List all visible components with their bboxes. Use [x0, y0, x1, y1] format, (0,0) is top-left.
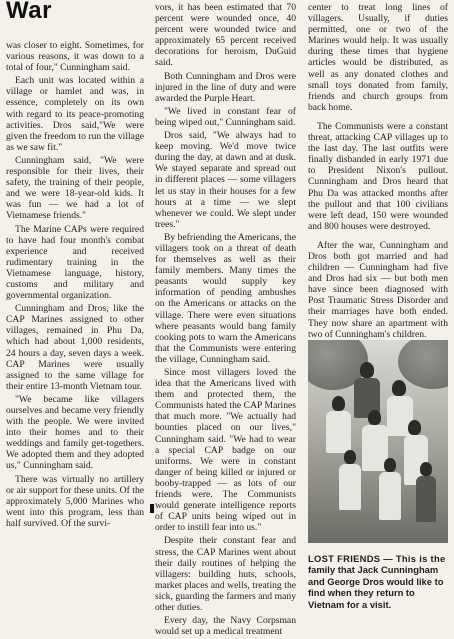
paragraph: Every day, the Navy Corpsman would set up a medical treatment: [155, 615, 296, 638]
paragraph: The Communists were a constant threat, attacking CAP villages up to the last day. The last outfits were finally disbanded in early 1971 due to President Nixon's pullout. Cunningham and Dros heard that Phu Da was attacked months after the pullout and that 100 civilians were left dead, 150 were wounded and 800 houses were destroyed.: [308, 120, 448, 232]
paragraph: There was virtually no artillery or air support for these units. Of the approximately 5,000 Marines who went into this program, less than half survived. Of the survi-: [6, 473, 144, 529]
column-2: [155, 2, 296, 639]
paragraph: By befriending the Americans, the villagers took on a threat of death for themselves as well as their family members. Many times the peasants would supply key information of pending ambushes on the Americans or attacks on the village. There were even situations where peasants would bang family cooking pots to warn the Americans that the Communists were entering the village, Cunningham said.: [155, 231, 296, 365]
paragraph: Since most villagers loved the idea that the Americans lived with them and protected them, the Communists hated the CAP Marines that much more. "We actually had bounties placed on our lives," Cunningham said. "We had to wear a special CAP badge on our uniforms. We were in constant danger of being killed or injured or booby-trapped — as lots of our friends were. The Communists would generate intelligence reports of CAP units being wiped out in order to instill fear into us.": [155, 367, 296, 534]
family-photo: [308, 340, 448, 543]
paragraph: "We lived in constant fear of being wiped out," Cunningham said.: [155, 105, 296, 128]
headline: War: [6, 0, 52, 24]
photo-caption: [308, 553, 450, 610]
paragraph: The Marine CAPs were required to have had four month's combat experience and received rudimentary training in the Vietnamese language, history, customs and military and governmental organization.: [6, 223, 144, 302]
paragraph: vors, it has been estimated that 70 percent were wounded once, 40 percent were wounded twice and approximately 65 percent received decorations for heroism, DuGuid said.: [155, 2, 296, 69]
paragraph: Cunningham said, "We were responsible for their lives, their safety, the training of their people, and we were 18-year-old kids. It was fun — we had a lot of Vietnamese friends.": [6, 154, 144, 222]
paragraph: Cunningham and Dros, like the CAP Marines assigned to other villages, remained in Phu Da, which had about 1,000 residents, 24 hours a day, seven days a week. CAP Marines were usually assigned to the same village for their entire 13-month Vietnam tour.: [6, 303, 144, 392]
paragraph: "We became like villagers ourselves and became very friendly with the people. We were invited into their homes and to their weddings and family get-togethers. We adopted them and they adopted us," Cunningham said.: [6, 393, 144, 472]
column-3: [308, 2, 448, 342]
paragraph: was closer to eight. Sometimes, for various reasons, it was down to a total of four," Cunningham said.: [6, 40, 144, 74]
paragraph: Both Cunningham and Dros were injured in the line of duty and were awarded the Purple Heart.: [155, 70, 296, 104]
paragraph: After the war, Cunningham and Dros both got married and had children — Cunningham had five and Dros had six — but both men have since been diagnosed with Post Traumatic Stress Disorder and their marriages have both ended. They now share an apartment with two of Cunningham's children.: [308, 239, 448, 340]
caption-body: family that Jack Cunningham and George Dros would like to find when they return to Vietnam for a visit.: [308, 564, 444, 610]
paragraph-bullet: [150, 504, 154, 513]
caption-lead: LOST FRIENDS — This is the: [308, 553, 446, 564]
paragraph: Each unit was located within a village or hamlet and was, in essence, completely on its own with regard to its peace-promoting activities. Dros said,"We were given the freedom to run the village as we saw fit.": [6, 75, 144, 153]
paragraph: center to treat long lines of villagers. Usually, if duties permitted, one or two of the Marines would help. It was usually during these times that hygiene articles would be distributed, as well as any donated clothes and small toys donated from family, friends and church groups from back home.: [308, 2, 448, 113]
column-1: [6, 40, 144, 531]
paragraph: Despite their constant fear and stress, the CAP Marines went about their daily routines of helping the villagers: building huts, schools, market places and wells, treating the sick, guarding the farmers and many other duties.: [155, 535, 296, 613]
paragraph: Dros said, "We always had to keep moving. We'd move twice during the day, at dawn and at dusk. We stayed separate and spread out in different places — some villagers let us stay in their houses for a few hours at a time — we slept whenever we could. We slept under trees.": [155, 130, 296, 230]
